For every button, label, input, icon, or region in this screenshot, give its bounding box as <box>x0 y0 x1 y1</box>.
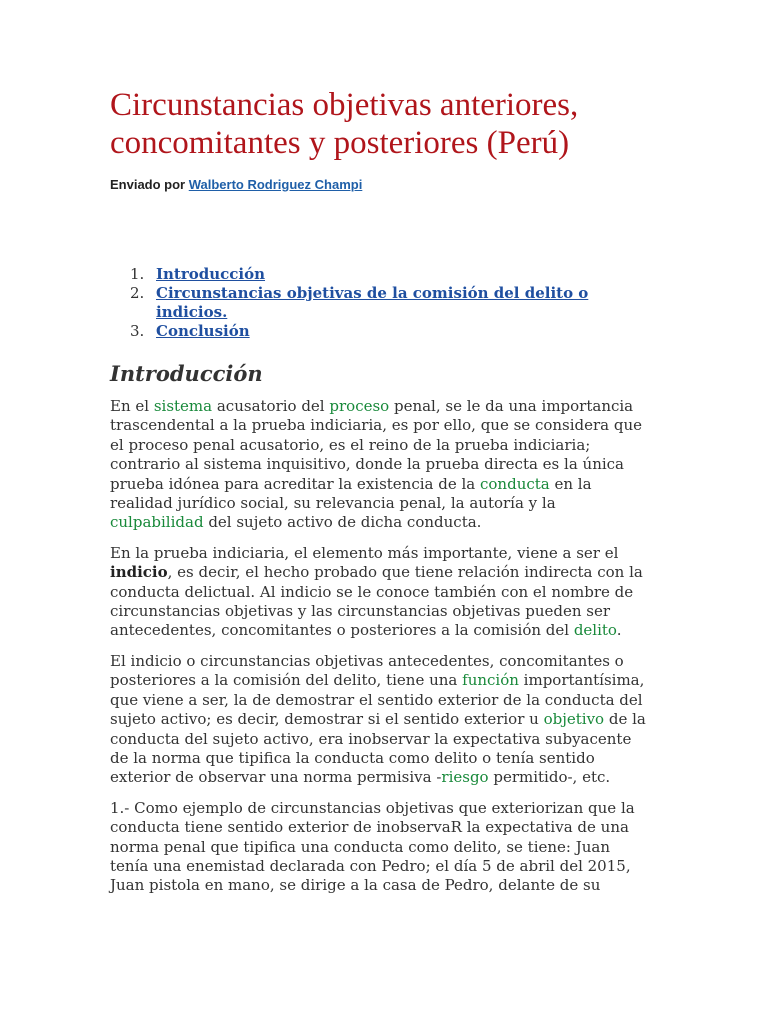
section-heading: Introducción <box>110 361 263 386</box>
byline-prefix: Enviado por <box>110 177 189 192</box>
bold-term-indicio: indicio <box>110 563 168 582</box>
toc-item-number: 2. <box>130 284 145 302</box>
toc-item <box>130 265 650 284</box>
paragraph: 1.- Como ejemplo de circunstancias objetivas que exteriorizan que la conducta tiene sentido exterior de inobservaR la expectativa de una norma penal que tipifica una conducta como delito, se tiene: Juan tenía una enemistad declarada con Pedro; el día 5 de abril del 2015, Juan pistola en mano, se dirige a la casa de Pedro, delante de su <box>110 798 635 895</box>
text: del sujeto activo de dicha conducta. <box>203 513 482 532</box>
paragraph <box>110 544 650 641</box>
text: de la conducta del sujeto activo, era inobservar la expectativa subyacente de la norma que tipifica la conducta como delito o tenía sentido exterior de observar una norma permisiva - <box>110 710 646 787</box>
text: El indicio o circunstancias objetivas antecedentes, concomitantes o posteriores a la comisión del delito, tiene una <box>110 651 624 690</box>
text: , es decir, el hecho probado que tiene relación indirecta con la conducta delictual. Al indicio se le conoce también con el nombre de circunstancias objetivas y las circunstancias objetivas pueden ser antecedentes, concomitantes o posteriores a la comisión del <box>110 563 643 640</box>
text: en la realidad jurídico social, su relevancia penal, la autoría y la <box>110 474 592 513</box>
toc-item-number: 3. <box>130 322 145 340</box>
text: En el <box>110 397 154 415</box>
toc-link-conclusion[interactable]: Conclusión <box>156 322 250 340</box>
text: . <box>616 621 622 640</box>
text: En la prueba indiciaria, el elemento más importante, viene a ser el <box>110 543 619 562</box>
link-delito[interactable]: delito <box>573 621 617 640</box>
toc-item <box>130 284 650 322</box>
link-riesgo[interactable]: riesgo <box>441 768 489 787</box>
link-funcion[interactable]: función <box>462 671 519 690</box>
paragraph <box>110 652 650 788</box>
link-conducta[interactable]: conducta <box>480 474 550 493</box>
text: penal, se le da una importancia trascendental a la prueba indiciaria, es por ello, que se considera que el proceso penal acusatorio, es el reino de la prueba indiciaria; contrario al sistema inquisitivo, donde la prueba directa es la única prueba idónea para acreditar la existencia de la <box>110 397 643 493</box>
paragraph <box>110 397 650 533</box>
article-body <box>110 397 650 907</box>
text: importantísima, que viene a ser, la de demostrar el sentido exterior de la conducta del sujeto activo; es decir, demostrar si el sentido exterior u <box>110 671 645 729</box>
author-link[interactable]: Walberto Rodriguez Champi <box>188 177 363 192</box>
table-of-contents <box>130 265 650 341</box>
toc-link-introduccion[interactable]: Introducción <box>156 265 266 283</box>
link-sistema[interactable]: sistema <box>153 397 213 415</box>
link-culpabilidad[interactable]: culpabilidad <box>110 513 204 532</box>
toc-item <box>130 322 650 341</box>
link-objetivo[interactable]: objetivo <box>543 710 605 729</box>
text: acusatorio del <box>212 397 330 415</box>
toc-item-number: 1. <box>130 265 145 283</box>
page-title: Circunstancias objetivas anteriores, concomitantes y posteriores (Perú) <box>110 87 579 161</box>
byline <box>110 176 362 194</box>
text: permitido-, etc. <box>488 768 611 787</box>
link-proceso[interactable]: proceso <box>329 397 390 415</box>
toc-link-circunstancias[interactable]: Circunstancias objetivas de la comisión del delito o indicios. <box>156 284 589 321</box>
